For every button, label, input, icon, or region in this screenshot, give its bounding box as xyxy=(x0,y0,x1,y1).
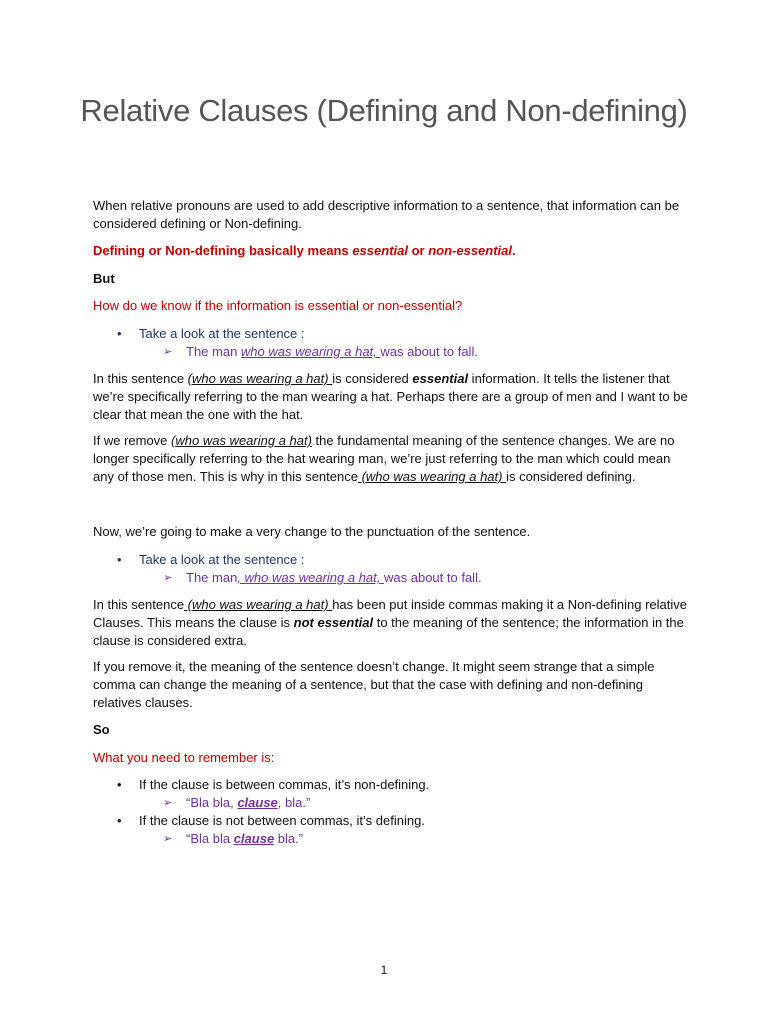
arrow-bullet-icon: ➢ xyxy=(163,797,173,809)
example2-post: was about to fall. xyxy=(384,570,482,585)
essential-word: essential xyxy=(352,243,408,258)
para1-clause: (who was wearing a hat) xyxy=(187,371,333,386)
example1-sentence xyxy=(186,343,478,361)
para2-b: the fundamental meaning of the sentence changes. We are no longer specifically referring to the hat wearing man, we’re just referring to the man which could mean any of those men. This is why in this sentence xyxy=(93,433,675,484)
so-heading: So xyxy=(93,722,110,737)
defining-statement xyxy=(93,242,693,260)
arrow-bullet-icon: ➢ xyxy=(163,572,173,584)
rule2-ex-clause: clause xyxy=(233,831,275,846)
example1-post: was about to fall. xyxy=(380,344,478,359)
bullet-dot-icon: • xyxy=(117,552,122,567)
arrow-bullet-icon: ➢ xyxy=(163,833,173,845)
rule2-ex-post: bla.” xyxy=(274,831,304,846)
example2-pre: The man xyxy=(186,570,238,585)
para2-a: If we remove xyxy=(93,433,172,448)
example1-bullet: Take a look at the sentence : xyxy=(139,326,305,341)
para2 xyxy=(93,432,693,486)
rule2-ex-pre: “Bla bla xyxy=(186,831,234,846)
para3-a: In this sentence xyxy=(93,597,185,612)
example2-sentence xyxy=(186,569,482,587)
arrow-bullet-icon: ➢ xyxy=(163,346,173,358)
example2-clause: , who was wearing a hat, xyxy=(237,570,385,585)
para3-b: has been put inside commas making it a Non-defining relative Clauses. This means the clause is xyxy=(93,597,687,630)
para2-clause2: (who was wearing a hat) xyxy=(357,469,507,484)
intro-paragraph: When relative pronouns are used to add descriptive information to a sentence, that information can be considered defining or Non-defining. xyxy=(93,198,680,231)
para4: If you remove it, the meaning of the sentence doesn’t change. It might seem strange that a simple comma can change the meaning of a sentence, but that the case with defining and non-defining relatives clauses. xyxy=(93,659,655,710)
page-number: 1 xyxy=(380,963,388,977)
example1-pre: The man xyxy=(186,344,241,359)
now-paragraph: Now, we’re going to make a very change to the punctuation of the sentence. xyxy=(93,524,531,539)
bullet-dot-icon: • xyxy=(117,777,122,792)
but-heading: But xyxy=(93,271,115,286)
para3-clause: (who was wearing a hat) xyxy=(184,597,333,612)
para1-b: is considered xyxy=(332,371,413,386)
rule1-text: If the clause is between commas, it’s non-defining. xyxy=(139,777,430,792)
bullet-dot-icon: • xyxy=(117,326,122,341)
para3-c: to the meaning of the sentence; the information in the clause is considered extra. xyxy=(93,615,684,648)
rule2-example xyxy=(186,830,303,848)
rule1-ex-pre: “Bla bla, xyxy=(186,795,238,810)
rule1-ex-post: , bla.” xyxy=(277,795,311,810)
rule2-text: If the clause is not between commas, it’s defining. xyxy=(139,813,425,828)
para1-essential: essential xyxy=(412,371,469,386)
defining-statement-part1: Defining or Non-defining basically means xyxy=(93,243,353,258)
para3 xyxy=(93,596,693,650)
rule1-example xyxy=(186,794,310,812)
para2-c: is considered defining. xyxy=(506,469,636,484)
or-word: or xyxy=(407,243,429,258)
para1-a: In this sentence xyxy=(93,371,188,386)
para3-not-essential: not essential xyxy=(293,615,374,630)
defining-statement-end: . xyxy=(512,243,516,258)
remember-text: What you need to remember is: xyxy=(93,750,275,765)
example2-bullet: Take a look at the sentence : xyxy=(139,552,305,567)
rule1-ex-clause: clause xyxy=(237,795,278,810)
page-title: Relative Clauses (Defining and Non-defining) xyxy=(80,93,688,128)
question-text: How do we know if the information is essential or non-essential? xyxy=(93,298,463,313)
example1-clause: who was wearing a hat, xyxy=(240,344,381,359)
para1 xyxy=(93,370,693,424)
bullet-dot-icon: • xyxy=(117,813,122,828)
para2-clause: (who was wearing a hat) xyxy=(171,433,312,448)
non-essential-word: non-essential xyxy=(428,243,513,258)
para1-c: information. It tells the listener that we’re specifically referring to the man wearing a hat. Perhaps there are a group of men and I want to be clear that mean the one with the hat. xyxy=(93,371,688,422)
